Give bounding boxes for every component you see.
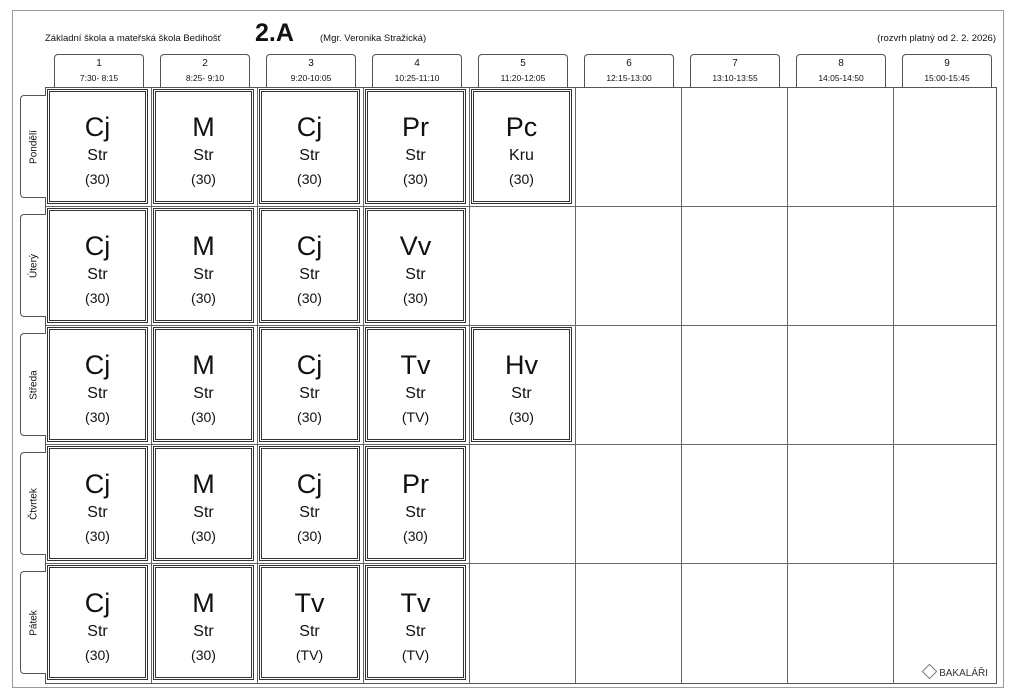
- period-header-4: [372, 54, 462, 88]
- lesson-cell[interactable]: [153, 327, 254, 442]
- day-header-2: [20, 214, 46, 317]
- lesson-teacher: Str: [299, 504, 320, 521]
- lesson-room: (TV): [401, 647, 430, 663]
- lesson-subject: Vv: [399, 231, 432, 261]
- day-label: Čtvrtek: [28, 487, 39, 520]
- lesson-room: (30): [297, 409, 322, 425]
- lesson-room: (TV): [295, 647, 324, 663]
- lesson-subject: M: [192, 588, 215, 618]
- lesson-teacher: Str: [511, 385, 532, 402]
- lesson-cell[interactable]: [471, 327, 572, 442]
- period-header-5: [478, 54, 568, 88]
- lesson-room: (30): [85, 647, 110, 663]
- lesson-subject: Cj: [84, 469, 111, 499]
- grid-column-divider: [363, 88, 364, 683]
- lesson-room: (30): [85, 171, 110, 187]
- lesson-room: (30): [297, 290, 322, 306]
- lesson-cell[interactable]: [47, 208, 148, 323]
- period-time: 8:25- 9:10: [185, 73, 225, 83]
- lesson-teacher: Str: [299, 623, 320, 640]
- lesson-room: (30): [191, 171, 216, 187]
- lesson-cell[interactable]: [365, 327, 466, 442]
- brand-label: BAKALÁŘI: [939, 668, 988, 679]
- grid-column-divider: [787, 88, 788, 683]
- day-header-1: [20, 95, 46, 198]
- lesson-teacher: Str: [87, 385, 108, 402]
- period-time: 11:20-12:05: [500, 73, 546, 83]
- lesson-subject: M: [192, 469, 215, 499]
- lesson-cell[interactable]: [259, 327, 360, 442]
- lesson-teacher: Str: [87, 147, 108, 164]
- lesson-subject: Tv: [294, 588, 325, 618]
- period-header-9: [902, 54, 992, 88]
- period-header-8: [796, 54, 886, 88]
- grid-row-divider: [46, 563, 996, 564]
- lesson-subject: Tv: [400, 588, 431, 618]
- lesson-cell[interactable]: [153, 446, 254, 561]
- period-number: 9: [944, 58, 950, 69]
- grid-row-divider: [46, 325, 996, 326]
- brand-logo: [924, 666, 988, 679]
- lesson-room: (30): [403, 171, 428, 187]
- lesson-cell[interactable]: [153, 565, 254, 680]
- lesson-teacher: Str: [193, 623, 214, 640]
- lesson-teacher: Str: [87, 623, 108, 640]
- lesson-subject: Cj: [84, 588, 111, 618]
- period-time: 13:10-13:55: [712, 73, 758, 83]
- grid-row-divider: [46, 444, 996, 445]
- lesson-teacher: Str: [87, 504, 108, 521]
- lesson-room: (30): [297, 528, 322, 544]
- lesson-cell[interactable]: [259, 208, 360, 323]
- period-number: 7: [732, 58, 738, 69]
- grid-column-divider: [151, 88, 152, 683]
- period-time: 10:25-11:10: [394, 73, 440, 83]
- period-number: 4: [414, 58, 420, 69]
- lesson-teacher: Str: [299, 385, 320, 402]
- lesson-cell[interactable]: [153, 208, 254, 323]
- lesson-teacher: Str: [193, 266, 214, 283]
- lesson-room: (30): [191, 528, 216, 544]
- day-label: Pondělí: [28, 129, 39, 164]
- lesson-teacher: Str: [405, 385, 426, 402]
- lesson-subject: Cj: [296, 469, 323, 499]
- lesson-cell[interactable]: [365, 89, 466, 204]
- day-label: Úterý: [28, 253, 39, 278]
- period-time: 7:30- 8:15: [79, 73, 119, 83]
- lesson-teacher: Str: [87, 266, 108, 283]
- lesson-cell[interactable]: [365, 565, 466, 680]
- lesson-teacher: Str: [405, 623, 426, 640]
- grid-column-divider: [469, 88, 470, 683]
- lesson-room: (30): [297, 171, 322, 187]
- period-time: 12:15-13:00: [606, 73, 652, 83]
- lesson-subject: Cj: [84, 350, 111, 380]
- lesson-cell[interactable]: [47, 565, 148, 680]
- lesson-subject: Cj: [296, 350, 323, 380]
- hexagon-logo-icon: [922, 664, 938, 680]
- period-number: 5: [520, 58, 526, 69]
- lesson-room: (30): [191, 647, 216, 663]
- period-number: 3: [308, 58, 314, 69]
- lesson-room: (30): [509, 171, 534, 187]
- period-number: 6: [626, 58, 632, 69]
- grid-column-divider: [893, 88, 894, 683]
- day-header-4: [20, 452, 46, 555]
- lesson-subject: Cj: [296, 112, 323, 142]
- lesson-teacher: Str: [193, 147, 214, 164]
- lesson-room: (30): [403, 290, 428, 306]
- period-header-6: [584, 54, 674, 88]
- lesson-room: (30): [85, 528, 110, 544]
- period-number: 1: [96, 58, 102, 69]
- lesson-teacher: Str: [193, 504, 214, 521]
- grid-column-divider: [257, 88, 258, 683]
- period-number: 8: [838, 58, 844, 69]
- grid-row-divider: [46, 206, 996, 207]
- lesson-cell[interactable]: [471, 89, 572, 204]
- lesson-teacher: Str: [193, 385, 214, 402]
- lesson-subject: Hv: [505, 350, 538, 380]
- day-header-5: [20, 571, 46, 674]
- lesson-subject: M: [192, 350, 215, 380]
- lesson-teacher: Str: [405, 266, 426, 283]
- lesson-subject: M: [192, 112, 215, 142]
- lesson-subject: M: [192, 231, 215, 261]
- lesson-room: (30): [85, 409, 110, 425]
- lesson-room: (30): [403, 528, 428, 544]
- lesson-subject: Cj: [84, 231, 111, 261]
- lesson-cell[interactable]: [259, 89, 360, 204]
- lesson-cell[interactable]: [365, 208, 466, 323]
- period-header-3: [266, 54, 356, 88]
- lesson-room: (TV): [401, 409, 430, 425]
- grid-column-divider: [575, 88, 576, 683]
- lesson-room: (30): [191, 409, 216, 425]
- period-number: 2: [202, 58, 208, 69]
- lesson-subject: Cj: [84, 112, 111, 142]
- day-label: Pátek: [28, 609, 39, 636]
- period-time: 15:00-15:45: [924, 73, 970, 83]
- lesson-room: (30): [191, 290, 216, 306]
- class-title: 2.A: [255, 19, 294, 47]
- period-header-1: [54, 54, 144, 88]
- lesson-subject: Tv: [400, 350, 431, 380]
- lesson-subject: Pc: [505, 112, 538, 142]
- lesson-cell[interactable]: [259, 446, 360, 561]
- lesson-teacher: Str: [405, 147, 426, 164]
- period-time: 14:05-14:50: [818, 73, 864, 83]
- lesson-subject: Cj: [296, 231, 323, 261]
- validity-date: (rozvrh platný od 2. 2. 2026): [877, 33, 996, 44]
- period-header-7: [690, 54, 780, 88]
- period-header-2: [160, 54, 250, 88]
- period-time: 9:20-10:05: [290, 73, 332, 83]
- grid-column-divider: [681, 88, 682, 683]
- lesson-room: (30): [509, 409, 534, 425]
- lesson-cell[interactable]: [259, 565, 360, 680]
- lesson-subject: Pr: [402, 469, 429, 499]
- lesson-teacher: Str: [405, 504, 426, 521]
- day-label: Středa: [28, 369, 39, 400]
- lesson-cell[interactable]: [47, 89, 148, 204]
- class-teacher: (Mgr. Veronika Stražická): [320, 33, 427, 44]
- day-header-3: [20, 333, 46, 436]
- lesson-teacher: Str: [299, 147, 320, 164]
- lesson-cell[interactable]: [47, 327, 148, 442]
- school-name: Základní škola a mateřská škola Bedihošť: [45, 33, 222, 44]
- lesson-teacher: Kru: [509, 147, 534, 164]
- lesson-room: (30): [85, 290, 110, 306]
- lesson-cell[interactable]: [153, 89, 254, 204]
- lesson-cell[interactable]: [47, 446, 148, 561]
- lesson-teacher: Str: [299, 266, 320, 283]
- lesson-cell[interactable]: [365, 446, 466, 561]
- lesson-subject: Pr: [402, 112, 429, 142]
